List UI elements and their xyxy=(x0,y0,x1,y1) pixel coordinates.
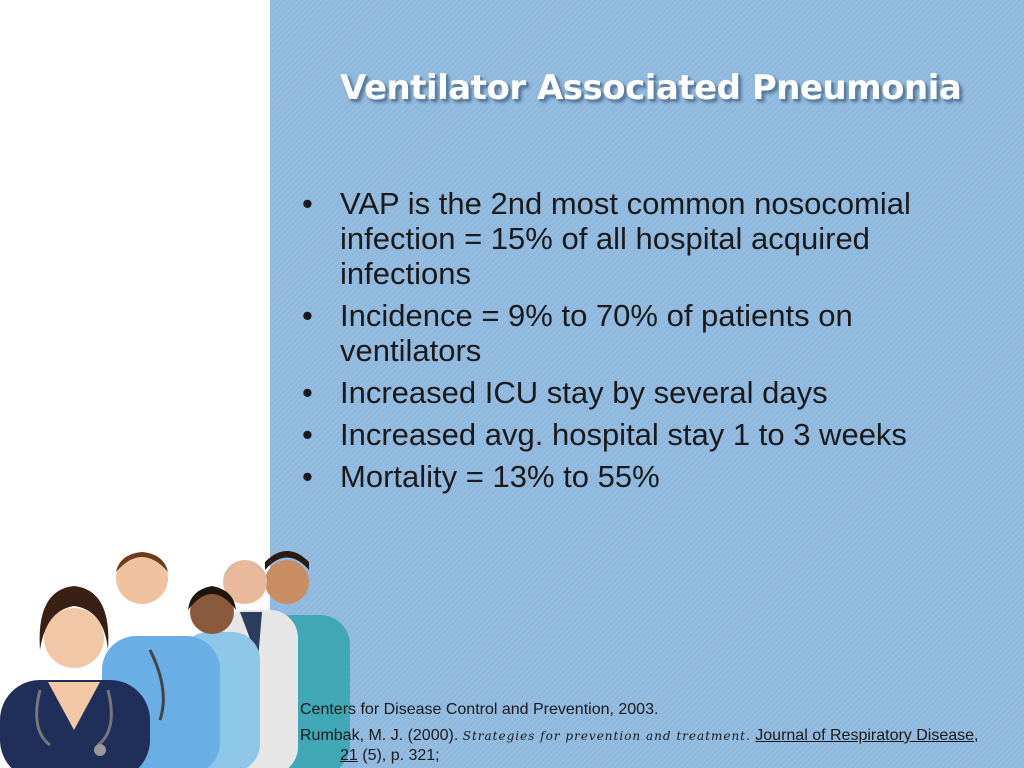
bullet-text: Increased ICU stay by several days xyxy=(340,375,828,410)
bullet-dot-icon: • xyxy=(302,186,313,221)
reference-author: Rumbak, M. J. (2000). xyxy=(300,727,459,744)
bullet-item xyxy=(298,375,998,410)
reference-rumbak xyxy=(300,726,1000,766)
bullet-item xyxy=(298,459,998,494)
bullet-text: Incidence = 9% to 70% of patients on ventilators xyxy=(340,298,853,368)
bullet-item xyxy=(298,417,998,452)
bullet-item xyxy=(298,298,998,368)
bullet-dot-icon: • xyxy=(302,417,313,452)
bullet-list xyxy=(298,186,998,501)
bullet-text: VAP is the 2nd most common nosocomial infection = 15% of all hospital acquired infections xyxy=(340,186,911,291)
reference-cdc: Centers for Disease Control and Prevention, 2003. xyxy=(300,701,659,718)
reference-issue: (5), p. 321; xyxy=(362,747,440,764)
reference-article-title: Strategies for prevention and treatment. xyxy=(462,729,751,743)
bullet-item xyxy=(298,186,998,291)
reference-journal-link[interactable]: Journal of Respiratory Disease, 21 xyxy=(340,727,979,764)
bullet-text: Increased avg. hospital stay 1 to 3 weeks xyxy=(340,417,907,452)
slide-title: Ventilator Associated Pneumonia xyxy=(340,68,962,108)
references xyxy=(300,700,1000,766)
bullet-dot-icon: • xyxy=(302,298,313,333)
bullet-dot-icon: • xyxy=(302,375,313,410)
bullet-text: Mortality = 13% to 55% xyxy=(340,459,660,494)
bullet-dot-icon: • xyxy=(302,459,313,494)
